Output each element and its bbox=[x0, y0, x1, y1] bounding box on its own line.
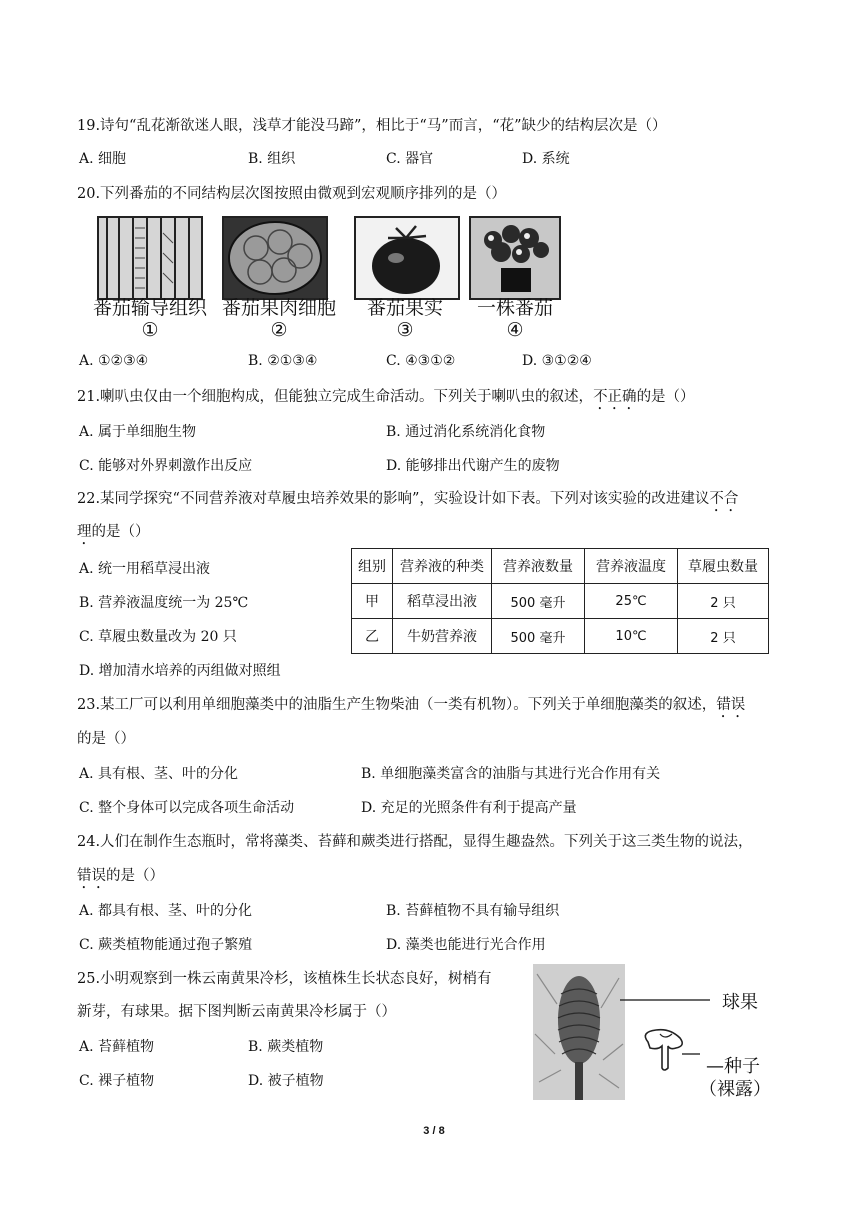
table-cell: 25℃ bbox=[585, 584, 678, 619]
q20-option-d: D. ③①②④ bbox=[522, 353, 592, 369]
q23-stem-line1: 23.某工厂可以利用单细胞藻类中的油脂生产生物柴油（一类有机物）。下列关于单细胞藻类的叙述，错误 bbox=[77, 697, 746, 713]
table-cell: 稻草浸出液 bbox=[393, 584, 492, 619]
table-cell: 10℃ bbox=[585, 619, 678, 654]
caption-4: 一株番茄 ④ bbox=[476, 297, 553, 341]
label-seed: —种子 bbox=[706, 1056, 760, 1077]
q19-stem: 19.诗句“乱花渐欲迷人眼，浅草才能没马蹄”，相比于“马”而言，“花”缺少的结构层次是（） bbox=[77, 118, 667, 134]
q22-stem-line1: 22.某同学探究“不同营养液对草履虫培养效果的影响”，实验设计如下表。下列对该实验的改进建议不合 bbox=[77, 491, 739, 507]
page-number: 3 / 8 bbox=[423, 1125, 445, 1137]
tomato-fruit-photo bbox=[354, 216, 460, 300]
pine-cone-photo bbox=[533, 964, 625, 1100]
q23-stem-line2: 的是（） bbox=[77, 731, 135, 747]
q20-option-c: C. ④③①② bbox=[386, 353, 456, 369]
q21-stem: 21.喇叭虫仅由一个细胞构成，但能独立完成生命活动。下列关于喇叭虫的叙述，不正确的是（） bbox=[77, 389, 695, 405]
q23-option-a: A. 具有根、茎、叶的分化 bbox=[79, 766, 239, 782]
table-row bbox=[352, 619, 769, 654]
table-header: 营养液温度 bbox=[585, 549, 678, 584]
q25-option-b: B. 蕨类植物 bbox=[248, 1039, 324, 1055]
q19-option-c: C. 器官 bbox=[386, 151, 434, 167]
q21-option-d: D. 能够排出代谢产生的废物 bbox=[386, 458, 560, 474]
table-header-row bbox=[352, 549, 769, 584]
q22-option-a: A. 统一用稻草浸出液 bbox=[79, 561, 211, 577]
q22-option-d: D. 增加清水培养的丙组做对照组 bbox=[79, 663, 281, 679]
conducting-tissue-photo bbox=[97, 216, 203, 300]
table-cell: 500 毫升 bbox=[492, 619, 585, 654]
q20-option-a: A. ①②③④ bbox=[79, 353, 149, 369]
table-cell: 牛奶营养液 bbox=[393, 619, 492, 654]
q25-option-c: C. 裸子植物 bbox=[79, 1073, 155, 1089]
table-header: 营养液的种类 bbox=[393, 549, 492, 584]
table-header: 组别 bbox=[352, 549, 393, 584]
table-cell: 2 只 bbox=[678, 619, 769, 654]
tomato-plant-photo bbox=[469, 216, 561, 300]
q23-option-d: D. 充足的光照条件有利于提高产量 bbox=[361, 800, 577, 816]
q20-stem: 20.下列番茄的不同结构层次图按照由微观到宏观顺序排列的是（） bbox=[77, 186, 507, 202]
q25-stem-line1: 25.小明观察到一株云南黄果冷杉，该植株生长状态良好，树梢有 bbox=[77, 971, 492, 987]
table-row bbox=[352, 584, 769, 619]
label-cone: 球果 bbox=[722, 992, 758, 1013]
q25-option-a: A. 苔藓植物 bbox=[79, 1039, 155, 1055]
caption-1: 番茄输导组织 ① bbox=[92, 297, 207, 341]
q24-option-b: B. 苔藓植物不具有输导组织 bbox=[386, 903, 560, 919]
q23-option-c: C. 整个身体可以完成各项生命活动 bbox=[79, 800, 295, 816]
pulp-cell-photo bbox=[222, 216, 328, 300]
q20-option-b: B. ②①③④ bbox=[248, 353, 318, 369]
q19-option-b: B. 组织 bbox=[248, 151, 296, 167]
q24-option-d: D. 藻类也能进行光合作用 bbox=[386, 937, 546, 953]
table-header: 草履虫数量 bbox=[678, 549, 769, 584]
table-cell: 2 只 bbox=[678, 584, 769, 619]
q21-option-b: B. 通过消化系统消化食物 bbox=[386, 424, 546, 440]
q19-option-a: A. 细胞 bbox=[79, 151, 127, 167]
q24-option-a: A. 都具有根、茎、叶的分化 bbox=[79, 903, 253, 919]
q21-option-a: A. 属于单细胞生物 bbox=[79, 424, 197, 440]
table-cell: 乙 bbox=[352, 619, 393, 654]
q24-stem-line2: 错误的是（） bbox=[77, 868, 164, 884]
caption-3: 番茄果实 ③ bbox=[366, 297, 443, 341]
q22-stem-line2: 理的是（） bbox=[77, 524, 150, 540]
q24-stem-line1: 24.人们在制作生态瓶时，常将藻类、苔藓和蕨类进行搭配，显得生趣盎然。下列关于这三类生物的说法， bbox=[77, 834, 753, 850]
q19-option-d: D. 系统 bbox=[522, 151, 570, 167]
caption-2: 番茄果肉细胞 ② bbox=[221, 297, 336, 341]
q25-stem-line2: 新芽，有球果。据下图判断云南黄果冷杉属于（） bbox=[77, 1004, 396, 1020]
seed-diagram bbox=[620, 990, 710, 1090]
q23-option-b: B. 单细胞藻类富含的油脂与其进行光合作用有关 bbox=[361, 766, 661, 782]
q25-option-d: D. 被子植物 bbox=[248, 1073, 324, 1089]
table-header: 营养液数量 bbox=[492, 549, 585, 584]
q21-option-c: C. 能够对外界刺激作出反应 bbox=[79, 458, 253, 474]
q22-option-b: B. 营养液温度统一为 25℃ bbox=[79, 595, 249, 611]
q24-option-c: C. 蕨类植物能通过孢子繁殖 bbox=[79, 937, 253, 953]
label-naked: （裸露） bbox=[699, 1079, 771, 1100]
table-cell: 甲 bbox=[352, 584, 393, 619]
experiment-table bbox=[351, 548, 769, 654]
q22-option-c: C. 草履虫数量改为 20 只 bbox=[79, 629, 237, 645]
table-cell: 500 毫升 bbox=[492, 584, 585, 619]
